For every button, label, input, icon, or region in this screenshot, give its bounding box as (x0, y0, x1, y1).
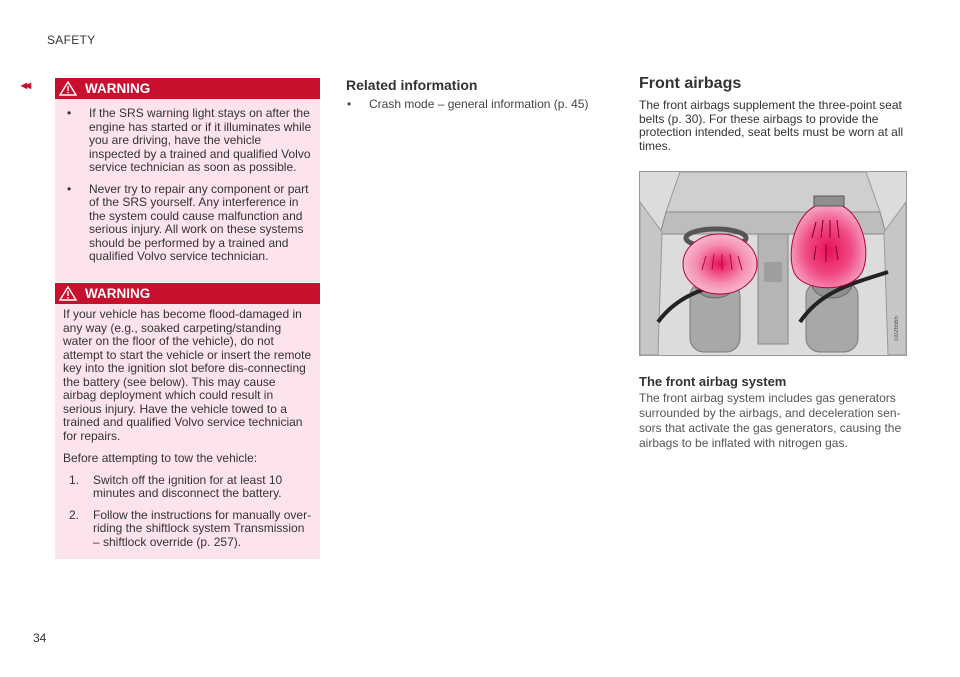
intro-paragraph: The front airbags supplement the three-point seat belts (p. 30). For these airbags to provide the protection intended, seat belts must be worn at all times. (639, 98, 904, 153)
related-link[interactable]: Crash mode – general information (p. 45) (369, 97, 589, 111)
related-information (346, 77, 596, 111)
step-text: Switch off the ignition for at least 10 minutes and disconnect the battery. (93, 472, 283, 500)
step-number: 2. (69, 507, 80, 522)
bullet-icon: • (67, 106, 72, 120)
front-airbags-section (639, 75, 909, 451)
list-item[interactable] (346, 97, 596, 111)
warning-box-srs (55, 78, 320, 282)
warning-header (55, 283, 320, 304)
subsection-title: The front airbag system (639, 374, 787, 389)
bullet-text: If the SRS warning light stays on after the engine has started or if it illuminates while you are driving, have the vehicle inspected by a trained and qualified Volvo service technician as soon as possible. (89, 106, 312, 174)
bullet-icon: • (67, 181, 72, 196)
related-title: Related information (346, 77, 478, 93)
warning-triangle-icon (59, 81, 77, 96)
warning-box-flood (55, 283, 320, 559)
bullet-icon: • (347, 97, 352, 111)
section-header: SAFETY (47, 33, 96, 47)
airbag-illustration (639, 171, 907, 356)
car-interior-airbag-image (640, 172, 906, 355)
subsection-paragraph: The front airbag system includes gas generators surrounded by the airbags, and deceleration sen-sors that activate the gas generators, causing the airbags to be inflated with nitrogen gas. (639, 391, 902, 450)
list-item (63, 474, 312, 501)
back-nav-icon[interactable]: ◂◂ (21, 78, 30, 92)
bullet-text: Never try to repair any component or part of the SRS yourself. Any interference in the system could cause malfunction and serious injury. All work on these systems should be performed by a trained and qualified Volvo service technician. (89, 181, 309, 263)
step-text: Follow the instructions for manually over-riding the shiftlock system Transmission – shiftlock override (p. 257). (93, 507, 312, 549)
section-title: Front airbags (639, 75, 742, 92)
warning-paragraph: Before attempting to tow the vehicle: (63, 451, 258, 465)
step-number: 1. (69, 472, 80, 487)
warning-header (55, 78, 320, 99)
page-number: 34 (33, 631, 47, 645)
figure-code: G026565 (894, 316, 900, 341)
warning-paragraph: If your vehicle has become flood-damaged in any way (e.g., soaked carpeting/standing water on the floor of the vehicle), do not attempt to start the vehicle or insert the remote key into the ignition slot before dis-connecting the battery (see below). This may cause airbag deployment which could result in serious injury. Have the vehicle towed to a trained and qualified Volvo service technician for repairs. (63, 307, 312, 443)
warning-title: WARNING (85, 285, 151, 301)
list-item (63, 509, 312, 550)
warning-triangle-icon (59, 286, 77, 301)
warning-title: WARNING (85, 80, 151, 96)
list-item (63, 107, 312, 175)
list-item (63, 183, 312, 264)
